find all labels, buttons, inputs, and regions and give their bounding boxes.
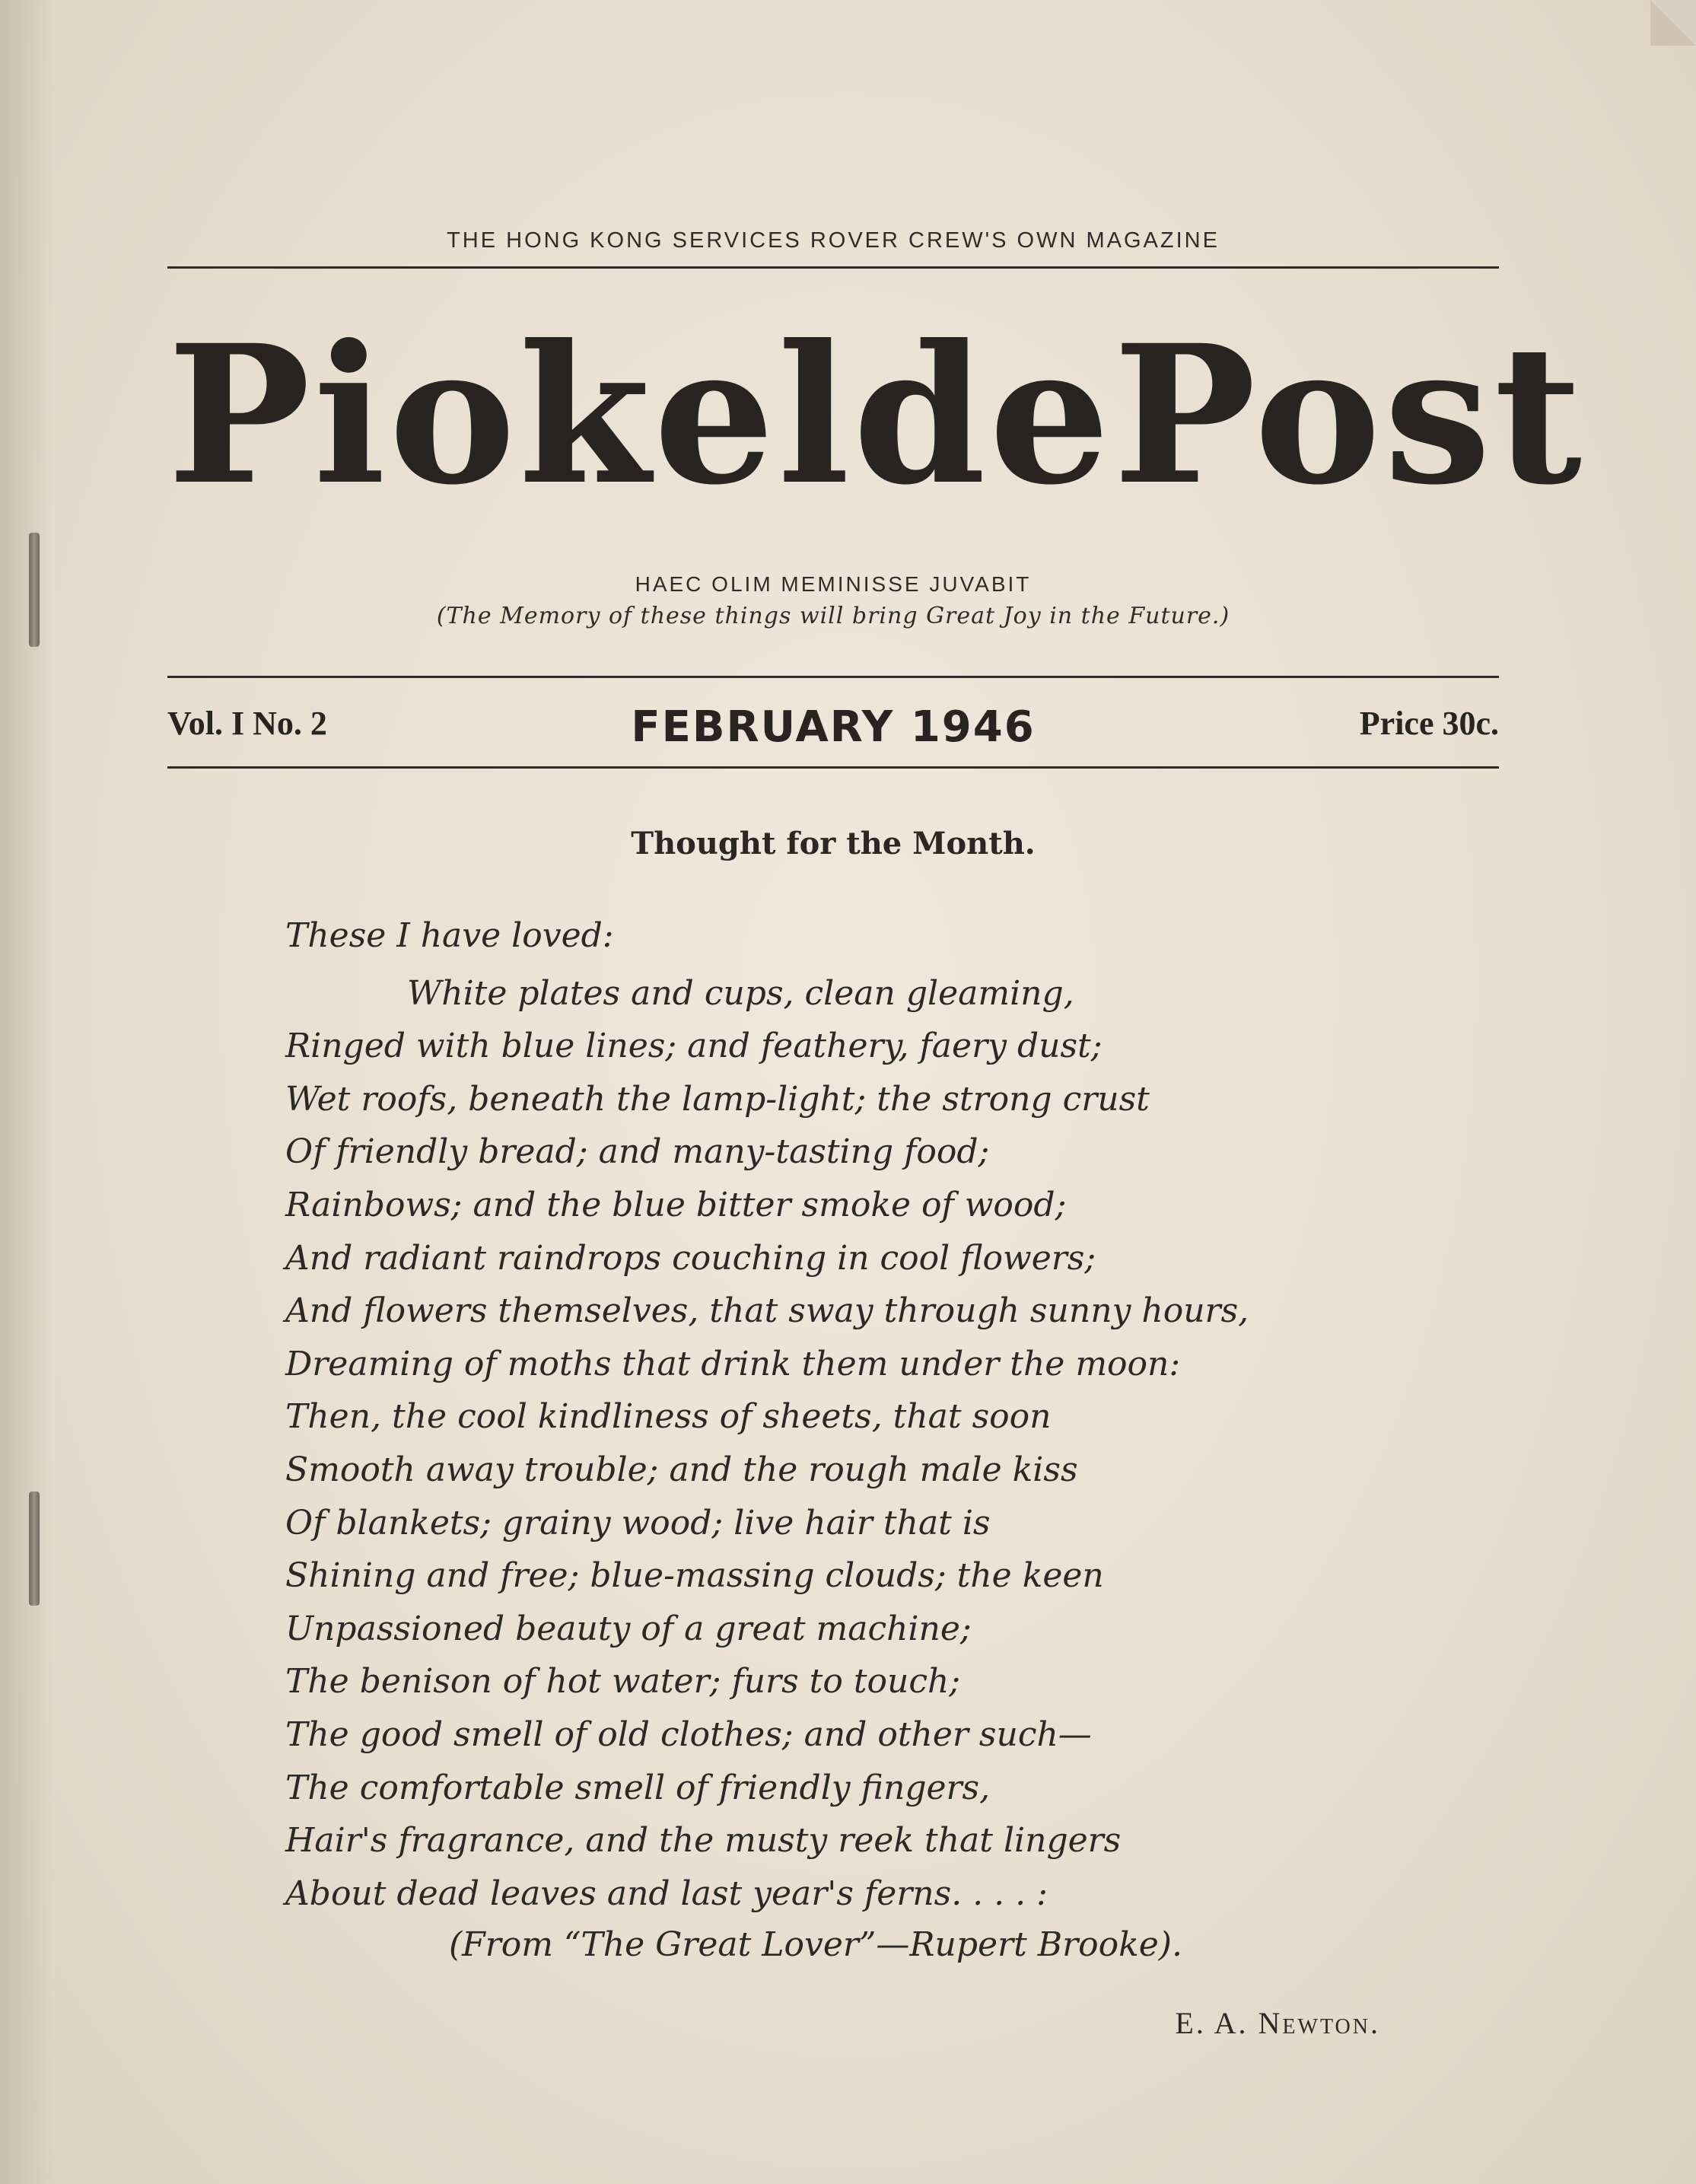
latin-motto: HAEC OLIM MEMINISSE JUVABIT — [635, 572, 1032, 596]
masthead-title-right: Post — [1112, 303, 1586, 527]
poem-line: About dead leaves and last year's ferns. . . . : — [285, 1874, 1048, 1913]
top-rule — [167, 266, 1499, 269]
poem-line: Smooth away trouble; and the rough male kiss — [285, 1450, 1078, 1489]
staple-bottom — [29, 1492, 40, 1606]
issue-date: FEBRUARY 1946 — [631, 702, 1036, 752]
issue-price: Price 30c. — [1359, 705, 1499, 742]
motto-translation: (The Memory of these things will bring Great Joy in the Future.) — [436, 603, 1230, 629]
masthead-title — [167, 301, 1586, 529]
poem-line: Wet roofs, beneath the lamp-light; the strong crust — [285, 1079, 1150, 1119]
poem-line: And flowers themselves, that sway through sunny hours, — [285, 1291, 1249, 1331]
poem-line: Shining and free; blue-massing clouds; the keen — [285, 1556, 1104, 1596]
issue-volume: Vol. I No. 2 — [167, 705, 327, 742]
poem-line: Hair's fragrance, and the musty reek that lingers — [285, 1821, 1122, 1861]
poem-line: Then, the cool kindliness of sheets, that soon — [285, 1397, 1052, 1437]
issue-bottom-rule — [167, 766, 1499, 769]
masthead — [167, 301, 1586, 552]
poem-line: These I have loved: — [285, 916, 614, 955]
poem-line: The good smell of old clothes; and other such— — [285, 1714, 1092, 1754]
poem-line: White plates and cups, clean gleaming, — [407, 973, 1074, 1013]
contributor-signature: E. A. Newton. — [1175, 2006, 1380, 2040]
poem-line: The benison of hot water; furs to touch; — [285, 1662, 961, 1702]
issue-top-rule — [167, 676, 1499, 678]
poem-line: The comfortable smell of friendly fingers, — [285, 1768, 991, 1807]
masthead-title-left: Piokelde — [167, 303, 1113, 527]
poem-line: And radiant raindrops couching in cool flowers; — [285, 1238, 1096, 1278]
poem-line: Of blankets; grainy wood; live hair that is — [285, 1503, 991, 1542]
staple-top — [29, 533, 40, 647]
poem-line: Of friendly bread; and many-tasting food; — [285, 1132, 990, 1172]
poem-body — [285, 909, 1427, 1920]
issue-info-bar — [167, 696, 1499, 757]
poem-line: Ringed with blue lines; and feathery, faery dust; — [285, 1027, 1103, 1066]
poem-attribution: (From “The Great Lover”—Rupert Brooke). — [449, 1925, 1182, 1964]
corner-fold — [1650, 0, 1696, 46]
page-edge-shadow — [0, 0, 53, 2184]
magazine-tagline: THE HONG KONG SERVICES ROVER CREW'S OWN MAGAZINE — [447, 228, 1220, 253]
poem-heading: Thought for the Month. — [631, 826, 1036, 861]
poem-line: Unpassioned beauty of a great machine; — [285, 1609, 972, 1648]
poem-line: Rainbows; and the blue bitter smoke of wood; — [285, 1185, 1067, 1224]
poem-line: Dreaming of moths that drink them under the moon: — [285, 1344, 1181, 1383]
